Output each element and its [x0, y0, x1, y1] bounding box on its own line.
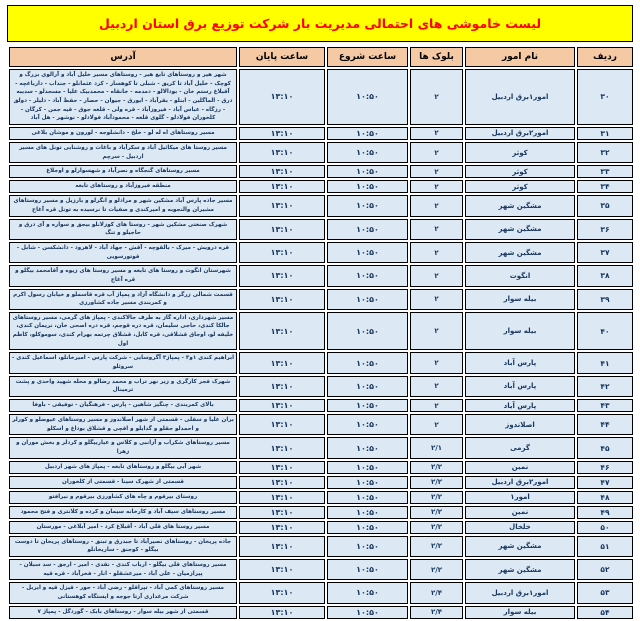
row-number-cell: ۵۲: [577, 559, 633, 580]
blocks-cell: ۲/۱: [410, 437, 463, 458]
blocks-cell: ۲: [410, 195, 463, 216]
end-time-cell: ۱۳:۱۰: [239, 476, 325, 489]
start-time-cell: ۱۰:۵۰: [327, 476, 408, 489]
column-header-blocks: بلوک ها: [410, 47, 463, 67]
table-row: [9, 559, 633, 580]
start-time-cell: ۱۰:۵۰: [327, 242, 408, 263]
table-row: [9, 180, 633, 193]
end-time-cell: ۱۳:۱۰: [239, 165, 325, 178]
end-time-cell: ۱۳:۱۰: [239, 414, 325, 435]
blocks-cell: ۲/۲: [410, 521, 463, 534]
row-number-cell: ۳۲: [577, 142, 633, 163]
row-number-cell: ۴۱: [577, 352, 633, 373]
blocks-cell: ۲: [410, 242, 463, 263]
dept-name-cell: مشگین شهر: [465, 559, 575, 580]
end-time-cell: ۱۳:۱۰: [239, 312, 325, 351]
table-row: [9, 376, 633, 397]
row-number-cell: ۳۶: [577, 219, 633, 240]
start-time-cell: ۱۰:۵۰: [327, 142, 408, 163]
dept-name-cell: کوثر: [465, 180, 575, 193]
address-cell: شهرک صنعتی مشکین شهر - روستا های کوزلانلو بیجق و سواره و آی درق و حاجیلو و تنگ: [9, 219, 237, 240]
end-time-cell: ۱۳:۱۰: [239, 506, 325, 519]
dept-name-cell: پارس آباد: [465, 352, 575, 373]
table-row: [9, 476, 633, 489]
end-time-cell: ۱۳:۱۰: [239, 461, 325, 474]
table-row: [9, 606, 633, 619]
dept-name-cell: خلخال: [465, 521, 575, 534]
table-row: [9, 289, 633, 310]
dept-name-cell: بیله سوار: [465, 312, 575, 351]
start-time-cell: ۱۰:۵۰: [327, 127, 408, 140]
blocks-cell: ۲: [410, 165, 463, 178]
address-cell: جاده پریخان - روستاهای نصیرآباد تا جبدرق و تبنق - روستاهای پریخان تا دوست بیگلو - کوجنق - ساریخانلو: [9, 536, 237, 557]
column-header-dept-name: نام امور: [465, 47, 575, 67]
dept-name-cell: اصلاندوز: [465, 414, 575, 435]
blocks-cell: ۲/۴: [410, 606, 463, 619]
row-number-cell: ۳۴: [577, 180, 633, 193]
dept-name-cell: نمین: [465, 506, 575, 519]
end-time-cell: ۱۳:۱۰: [239, 195, 325, 216]
start-time-cell: ۱۰:۵۰: [327, 559, 408, 580]
end-time-cell: ۱۳:۱۰: [239, 491, 325, 504]
address-cell: شهر هیر و روستاهای تابع هیر - روستاهای مسیر خلیل آباد و آرالوی بزرگ و کوچک - خلیل آباد تا کریق - شبلی تا کوهسار - کرد عثمانلو - جنداب - دارباغچه - آقبلاغ رستم خان - بودالالو - دمدمه - خانقاه - محمدبیک علیا - مسجدلو - سدیبه درق - الماگلین - ابنلو - بقرآباد - ایورق - جیوان - حصار - حفظ آباد - دلیلر - دولق - رزگاه - عباس آباد - فیروزآباد - قره ولی - قلعه جوق - قیه جمن - کرگان - کلخوران فولادلو - گلوی قلعه - محمودآباد فولادلو - نوشهر - هل آباد: [9, 69, 237, 125]
row-number-cell: ۴۷: [577, 476, 633, 489]
start-time-cell: ۱۰:۵۰: [327, 536, 408, 557]
table-row: [9, 242, 633, 263]
table-row: [9, 399, 633, 412]
start-time-cell: ۱۰:۵۰: [327, 289, 408, 310]
blocks-cell: ۲: [410, 312, 463, 351]
blocks-cell: ۲/۲: [410, 461, 463, 474]
row-number-cell: ۴۵: [577, 437, 633, 458]
table-row: [9, 506, 633, 519]
outage-table-body: [9, 69, 633, 619]
blocks-cell: ۲: [410, 69, 463, 125]
start-time-cell: ۱۰:۵۰: [327, 399, 408, 412]
address-cell: مسیر جاده پارس آباد مشکین شهر و مرادلو و انگرلو و بارزیل و مسیر روستاهای مشیران والنجوبه و امیرکندی و صفیات تا نرسیده به تونل قره آغاج: [9, 195, 237, 216]
dept-name-cell: مشگین شهر: [465, 219, 575, 240]
address-cell: مسیر روستا های میکائیل آباد و سکرآباد و باغات و روشنایی تونل های مسیر اردبیل - سرچم: [9, 142, 237, 163]
row-number-cell: ۴۴: [577, 414, 633, 435]
start-time-cell: ۱۰:۵۰: [327, 376, 408, 397]
blocks-cell: ۲: [410, 352, 463, 373]
dept-name-cell: مشگین شهر: [465, 536, 575, 557]
row-number-cell: ۵۰: [577, 521, 633, 534]
start-time-cell: ۱۰:۵۰: [327, 491, 408, 504]
table-row: [9, 536, 633, 557]
address-cell: منطقه فیروزآباد و روستاهای تابعه: [9, 180, 237, 193]
table-row: [9, 521, 633, 534]
start-time-cell: ۱۰:۵۰: [327, 265, 408, 286]
table-row: [9, 265, 633, 286]
table-row: [9, 352, 633, 373]
start-time-cell: ۱۰:۵۰: [327, 606, 408, 619]
address-cell: ابراهیم کندی ۱و۳ - پمپاژ۳ آگروسایی - شرکت پارس - امیرخانلو، اسماعیل کندی - سروئلو: [9, 352, 237, 373]
blocks-cell: ۲: [410, 414, 463, 435]
start-time-cell: ۱۰:۵۰: [327, 582, 408, 603]
end-time-cell: ۱۳:۱۰: [239, 127, 325, 140]
dept-name-cell: گرمی: [465, 437, 575, 458]
dept-name-cell: امور۱: [465, 491, 575, 504]
end-time-cell: ۱۳:۱۰: [239, 536, 325, 557]
dept-name-cell: امور۲برق اردبیل: [465, 476, 575, 489]
dept-name-cell: امور۱برق اردبیل: [465, 582, 575, 603]
table-row: [9, 437, 633, 458]
outage-table: [7, 45, 635, 621]
end-time-cell: ۱۳:۱۰: [239, 376, 325, 397]
end-time-cell: ۱۳:۱۰: [239, 521, 325, 534]
address-cell: مسیر روستاهای گنجگاه و نصرآباد و شهسوارلو و اوجلاغ: [9, 165, 237, 178]
column-header-end-time: ساعت پایان: [239, 47, 325, 67]
start-time-cell: ۱۰:۵۰: [327, 506, 408, 519]
row-number-cell: ۴۲: [577, 376, 633, 397]
row-number-cell: ۳۹: [577, 289, 633, 310]
row-number-cell: ۳۱: [577, 127, 633, 140]
start-time-cell: ۱۰:۵۰: [327, 69, 408, 125]
dept-name-cell: نمین: [465, 461, 575, 474]
blocks-cell: ۲/۲: [410, 536, 463, 557]
row-number-cell: ۴۳: [577, 399, 633, 412]
address-cell: قسمتی از شهر بیله سوار - روستاهای بابک - گوردگل - پمپاژ ۷: [9, 606, 237, 619]
dept-name-cell: امور۲برق اردبیل: [465, 127, 575, 140]
row-number-cell: ۵۱: [577, 536, 633, 557]
column-header-address: آدرس: [9, 47, 237, 67]
end-time-cell: ۱۳:۱۰: [239, 289, 325, 310]
dept-name-cell: کوثر: [465, 165, 575, 178]
table-row: [9, 582, 633, 603]
end-time-cell: ۱۳:۱۰: [239, 219, 325, 240]
table-row: [9, 414, 633, 435]
blocks-cell: ۲: [410, 376, 463, 397]
table-row: [9, 127, 633, 140]
address-cell: بران علیا و سفلی - قسمتی از شهر اصلاندوز و مسیر روستاهای عیوضلو و کورلر و احمدلو جقلو و گدایلو و اقچی و قشلاق بوداغ و اسکلو: [9, 414, 237, 435]
end-time-cell: ۱۳:۱۰: [239, 142, 325, 163]
table-row: [9, 165, 633, 178]
row-number-cell: ۴۸: [577, 491, 633, 504]
column-header-start-time: ساعت شروع: [327, 47, 408, 67]
end-time-cell: ۱۳:۱۰: [239, 559, 325, 580]
start-time-cell: ۱۰:۵۰: [327, 312, 408, 351]
address-cell: روستای بیرقوم و چاه های کشاورزی بیرقوم و نیرافتو: [9, 491, 237, 504]
blocks-cell: ۲/۲: [410, 491, 463, 504]
address-cell: مسیر روستا های قلی آباد - آقبلاغ کرد - امیر آبلاغی - مورستان: [9, 521, 237, 534]
end-time-cell: ۱۳:۱۰: [239, 69, 325, 125]
address-cell: قسمتی از شهرک سینا - قسمتی از کلخوران: [9, 476, 237, 489]
row-number-cell: ۴۹: [577, 506, 633, 519]
start-time-cell: ۱۰:۵۰: [327, 414, 408, 435]
row-number-cell: ۳۸: [577, 265, 633, 286]
table-row: [9, 195, 633, 216]
blocks-cell: ۲/۲: [410, 476, 463, 489]
dept-name-cell: پارس آباد: [465, 399, 575, 412]
end-time-cell: ۱۳:۱۰: [239, 582, 325, 603]
end-time-cell: ۱۳:۱۰: [239, 180, 325, 193]
start-time-cell: ۱۰:۵۰: [327, 461, 408, 474]
blocks-cell: ۲: [410, 289, 463, 310]
end-time-cell: ۱۳:۱۰: [239, 606, 325, 619]
blocks-cell: ۲: [410, 399, 463, 412]
row-number-cell: ۴۶: [577, 461, 633, 474]
address-cell: قره درویش - میرک - بالقوچه - آقش - جهاد آباد - لاهرود - دانشکسن - شابل - قوتورسویی: [9, 242, 237, 263]
start-time-cell: ۱۰:۵۰: [327, 521, 408, 534]
table-row: [9, 219, 633, 240]
row-number-cell: ۵۳: [577, 582, 633, 603]
row-number-cell: ۳۰: [577, 69, 633, 125]
table-row: [9, 491, 633, 504]
end-time-cell: ۱۳:۱۰: [239, 352, 325, 373]
row-number-cell: ۵۴: [577, 606, 633, 619]
end-time-cell: ۱۳:۱۰: [239, 265, 325, 286]
table-row: [9, 312, 633, 351]
address-cell: مسیر روستاهای سیف آباد و کارخانه سیمان و کرده و کلانتری و فتح محمود: [9, 506, 237, 519]
address-cell: قسمت شمالی زرگر و دانشگاه آزاد و پمپاژ آب قره قاسملو و خیابان رسول اکرم و کمربندی مسیر جاده کشاورزی: [9, 289, 237, 310]
dept-name-cell: مشگین شهر: [465, 195, 575, 216]
address-cell: شهرک فجر کارگری و زیر نهر تراب و محمد رضالو و محله شهید واحدی و پشت ترمینال: [9, 376, 237, 397]
end-time-cell: ۱۳:۱۰: [239, 437, 325, 458]
blocks-cell: ۲/۴: [410, 582, 463, 603]
table-header: [9, 47, 633, 67]
address-cell: مسیر روستاهای اه له لو - خلخ - دانشلوجه - لورون و موشان بلاغی: [9, 127, 237, 140]
row-number-cell: ۳۵: [577, 195, 633, 216]
dept-name-cell: بیله سوار: [465, 289, 575, 310]
blocks-cell: ۲: [410, 127, 463, 140]
start-time-cell: ۱۰:۵۰: [327, 180, 408, 193]
dept-name-cell: امور۱برق اردبیل: [465, 69, 575, 125]
row-number-cell: ۳۳: [577, 165, 633, 178]
address-cell: مسیر روستاهای شکراب و آزانبی و کلاس و عیاربیگلو و کردلر و بخش موران و زهرا: [9, 437, 237, 458]
address-cell: شهرستان انگوت و روستا های تابعه و مسیر روستا های زیوه و آقامحمد بیگلو و قره آغاج: [9, 265, 237, 286]
table-row: [9, 142, 633, 163]
start-time-cell: ۱۰:۵۰: [327, 437, 408, 458]
table-row: [9, 69, 633, 125]
column-header-row-number: ردیف: [577, 47, 633, 67]
end-time-cell: ۱۳:۱۰: [239, 242, 325, 263]
dept-name-cell: مشگین شهر: [465, 242, 575, 263]
blocks-cell: ۲/۲: [410, 559, 463, 580]
blocks-cell: ۲: [410, 219, 463, 240]
table-row: [9, 461, 633, 474]
address-cell: مسیر روستاهای کمی آباد - تپراقلو - رضی آباد - حور - قیزل قیه و ایربل - شرکت مرغداری آرتا جوجه و ایستگاه کوهستانی: [9, 582, 237, 603]
dept-name-cell: پارس آباد: [465, 376, 575, 397]
row-number-cell: ۴۰: [577, 312, 633, 351]
row-number-cell: ۳۷: [577, 242, 633, 263]
start-time-cell: ۱۰:۵۰: [327, 219, 408, 240]
start-time-cell: ۱۰:۵۰: [327, 352, 408, 373]
blocks-cell: ۲: [410, 180, 463, 193]
blocks-cell: ۲: [410, 265, 463, 286]
address-cell: مسیر شهرداری، اداره گاز به طرف جالاکندی - پمپاژ های گرمی، مسیر روستاهای جالکا کندی، حاجی سلیمان، قره دره قوجم، قره دره اصحی خان، نریمان کندی، خلیفه لو، اوجاق قشلاقی، قره کابل، قشلاق چرتمه بهرام کندی، سوموکلو، کاظم اول: [9, 312, 237, 351]
address-cell: بالای کمربندی - چنگیز شاهین - پارس - فرهنگیان - توفیقی - باوفا: [9, 399, 237, 412]
end-time-cell: ۱۳:۱۰: [239, 399, 325, 412]
dept-name-cell: بیله سوار: [465, 606, 575, 619]
report-title: لیست خاموشی های احتمالی مدیریت بار شرکت توزیع برق استان اردبیل: [7, 5, 633, 42]
start-time-cell: ۱۰:۵۰: [327, 195, 408, 216]
start-time-cell: ۱۰:۵۰: [327, 165, 408, 178]
blocks-cell: ۲/۲: [410, 506, 463, 519]
address-cell: شهر آبی بیگلو و روستاهای تابعه - پمپاژ های شهر اردبیل: [9, 461, 237, 474]
blocks-cell: ۲: [410, 142, 463, 163]
dept-name-cell: انگوت: [465, 265, 575, 286]
dept-name-cell: کوثر: [465, 142, 575, 163]
address-cell: مسیر روستاهای قلی بیگلو - ارباب کندی - نقدی - امیر - ارجق - سد سبلان - پیرازمیان - علی آباد - میرعشقلو - انار - فخرآباد - قره قیه: [9, 559, 237, 580]
